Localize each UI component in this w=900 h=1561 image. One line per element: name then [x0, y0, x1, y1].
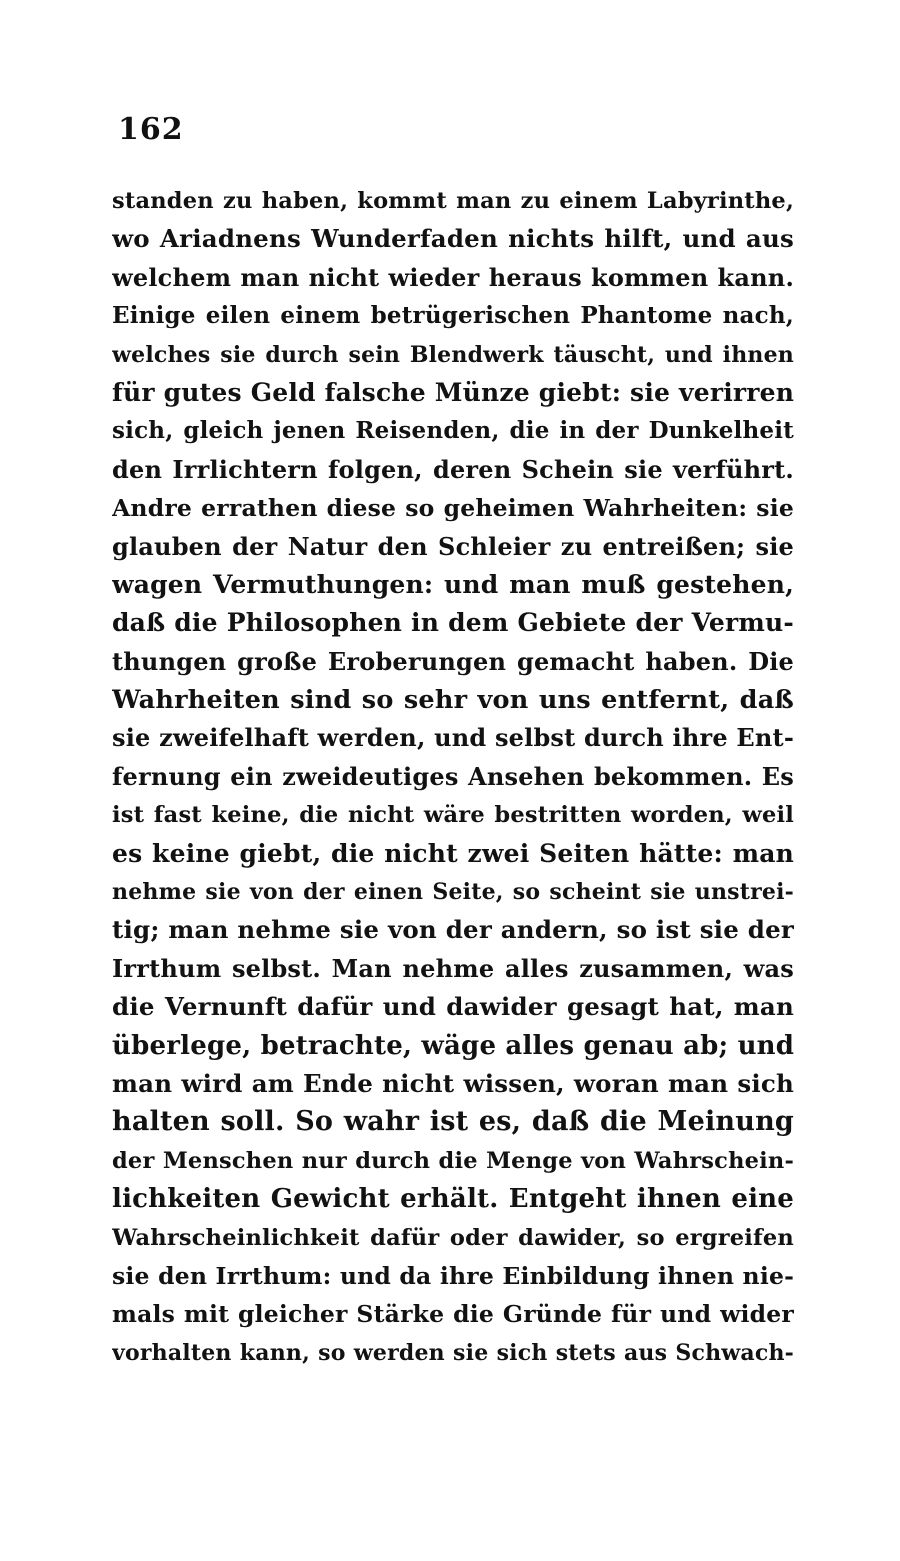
text-line: halten soll. So wahr ist es, daß die Meinung [112, 1106, 794, 1138]
text-line: welches sie durch sein Blendwerk täuscht, und ihnen [112, 341, 794, 368]
page-number: 162 [118, 112, 184, 147]
text-line: sich, gleich jenen Reisenden, die in der Dunkelheit [112, 417, 794, 445]
text-line: daß die Philosophen in dem Gebiete der Vermu- [112, 608, 794, 638]
text-line: überlege, betrachte, wäge alles genau ab; und [112, 1030, 794, 1061]
text-line: für gutes Geld falsche Münze giebt: sie verirren [112, 377, 794, 407]
text-line: welchem man nicht wieder heraus kommen kann. [112, 262, 794, 292]
text-line: man wird am Ende nicht wissen, woran man sich [112, 1068, 794, 1098]
text-line: Wahrheiten sind so sehr von uns entfernt, daß [112, 685, 794, 716]
text-line: fernung ein zweideutiges Ansehen bekommen. Es [112, 761, 794, 791]
text-line: der Menschen nur durch die Menge von Wahrschein- [112, 1147, 794, 1174]
body-text [112, 182, 794, 1372]
text-line: es keine giebt, die nicht zwei Seiten hätte: man [112, 838, 794, 868]
text-line: glauben der Natur den Schleier zu entreißen; sie [112, 531, 794, 561]
text-line: sie zweifelhaft werden, und selbst durch ihre Ent- [112, 723, 794, 753]
text-line: Einige eilen einem betrügerischen Phantome nach, [112, 302, 794, 330]
text-line: wagen Vermuthungen: und man muß gestehen, [112, 569, 794, 599]
text-line: den Irrlichtern folgen, deren Schein sie verführt. [112, 454, 794, 484]
text-line: ist fast keine, die nicht wäre bestritten worden, weil [112, 802, 794, 829]
text-line: vorhalten kann, so werden sie sich stets aus Schwach- [112, 1339, 794, 1366]
text-line: Irrthum selbst. Man nehme alles zusammen, was [112, 953, 794, 983]
text-line: die Vernunft dafür und dawider gesagt hat, man [112, 992, 794, 1022]
text-line: standen zu haben, kommt man zu einem Labyrinthe, [112, 188, 794, 214]
text-line: thungen große Eroberungen gemacht haben. Die [112, 646, 794, 676]
text-line: mals mit gleicher Stärke die Gründe für und wider [112, 1300, 794, 1329]
text-line: Wahrscheinlichkeit dafür oder dawider, so ergreifen [112, 1224, 794, 1251]
text-line: Andre errathen diese so geheimen Wahrheiten: sie [112, 494, 794, 523]
text-line: sie den Irrthum: und da ihre Einbildung ihnen nie- [112, 1261, 794, 1290]
text-line: tig; man nehme sie von der andern, so ist sie der [112, 915, 794, 945]
text-line: nehme sie von der einen Seite, so scheint sie unstrei- [112, 879, 794, 906]
text-line: wo Ariadnens Wunderfaden nichts hilft, und aus [112, 224, 794, 254]
text-line: lichkeiten Gewicht erhält. Entgeht ihnen eine [112, 1184, 794, 1215]
